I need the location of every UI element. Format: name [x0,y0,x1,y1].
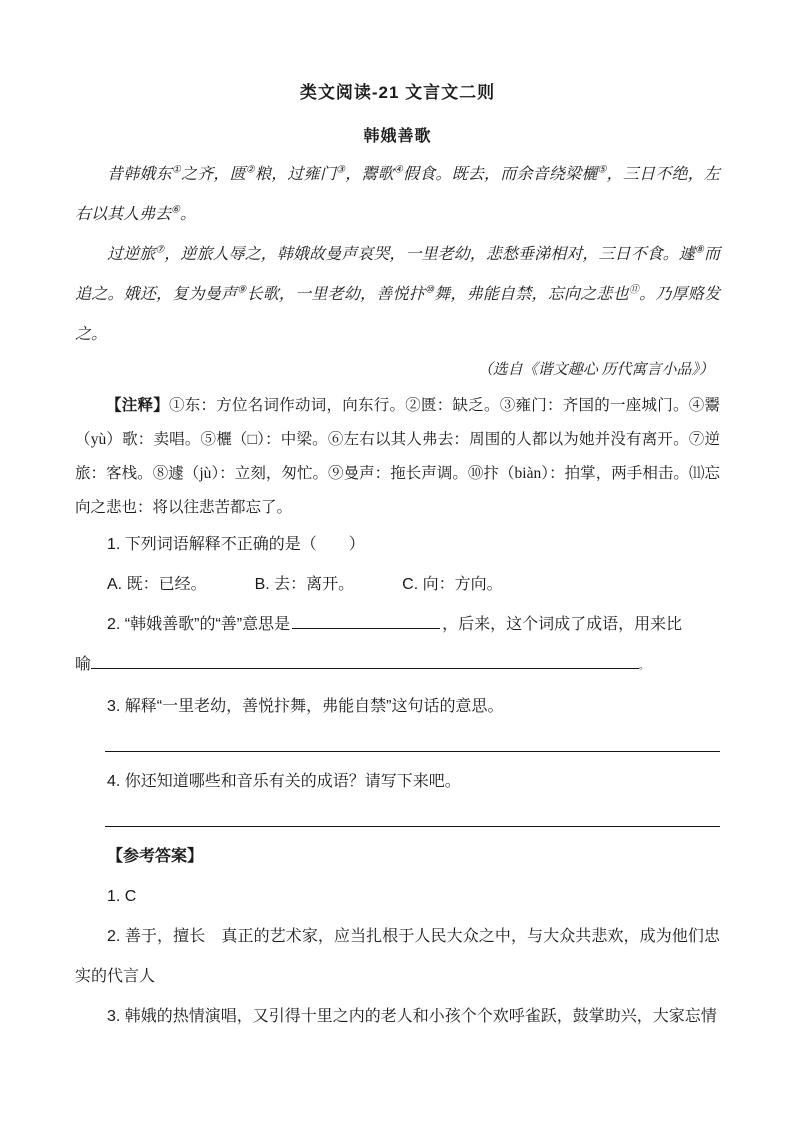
question-2 [75,605,720,645]
question-1-options [75,565,720,605]
option-c: C. 向：方向。 [402,576,503,593]
answers-label: 【参考答案】 [107,848,204,865]
answer-blank-long [91,653,639,669]
passage-paragraph-1: 昔韩娥东①之齐，匮②粮，过雍门③，鬻歌④假食。既去，而余音绕梁欐⑤，三日不绝，左右以其人弗去⑥。 [75,164,720,223]
option-a: A. 既：已经。 [107,576,207,593]
notes-section [75,389,720,525]
questions-section [75,525,720,827]
footnote-marker: ⑥ [171,204,180,216]
footnote-marker: ③ [336,164,346,176]
notes-text: ①东：方位名词作动词，向东行。②匮：缺乏。③雍门：齐国的一座城门。④鬻（yù）歌：卖唱。⑤欐（□）：中梁。⑥左右以其人弗去：周围的人都以为她并没有离开。⑦逆旅：客栈。⑧遽（jù）：立刻，匆忙。⑨曼声：拖长声调。⑩抃（biàn）：拍掌，两手相击。⑾忘向之悲也：将以往悲苦都忘了。 [75,397,720,516]
question-2-line-2 [75,645,720,687]
footnote-marker: ② [245,164,255,176]
answers-section [75,837,720,1037]
question-1: 1. 下列词语解释不正确的是（ ） [107,536,365,553]
question-2-text: 2. “韩娥善歌”的“善”意思是 [107,616,291,633]
footnote-marker: ⑧ [694,244,704,256]
footnote-marker: ④ [393,164,404,176]
footnote-marker: ① [171,164,181,176]
passage-section [75,155,720,385]
footnote-marker: ⑤ [597,164,607,176]
passage-paragraph-2: 过逆旅⑦，逆旅人辱之，韩娥故曼声哀哭，一里老幼，悲愁垂涕相对，三日不食。遽⑧而追之。娥还，复为曼声⑨长歌，一里老幼，善悦抃⑩舞，弗能自禁，忘向之悲也⑪。乃厚赂发之。 [75,244,720,343]
question-2-period: 。 [639,661,650,672]
question-2-wrap-char: 喻 [75,656,92,673]
notes-label: 【注释】 [106,397,169,414]
answer-line [105,727,720,752]
footnote-marker: ⑨ [237,284,247,296]
footnote-marker: ⑩ [424,284,435,296]
passage-source: （选自《谐文趣心 历代寓言小品》） [477,362,714,378]
page-title: 类文阅读-21 文言文二则 [299,83,496,102]
question-2-text-continued: ，后来，这个词成了成语，用来比 [442,616,683,633]
answer-item-1: 1. C [107,888,137,905]
answer-line [105,802,720,827]
question-3: 3. 解释“一里老幼，善悦抃舞，弗能自禁”这句话的意思。 [107,698,504,715]
option-b: B. 去：离开。 [254,576,355,593]
answer-item-3: 3. 韩娥的热情演唱，又引得十里之内的老人和小孩个个欢呼雀跃，鼓掌助兴，大家忘情 [107,1008,717,1025]
answer-blank-short [292,613,440,629]
answer-item-2: 2. 善于，擅长 真正的艺术家，应当扎根于人民大众之中，与大众共悲欢，成为他们忠实的代言人 [75,928,720,985]
question-4: 4. 你还知道哪些和音乐有关的成语？请写下来吧。 [107,773,461,790]
footnote-marker: ⑪ [628,284,640,296]
passage-title: 韩娥善歌 [363,128,432,145]
footnote-marker: ⑦ [155,244,165,256]
